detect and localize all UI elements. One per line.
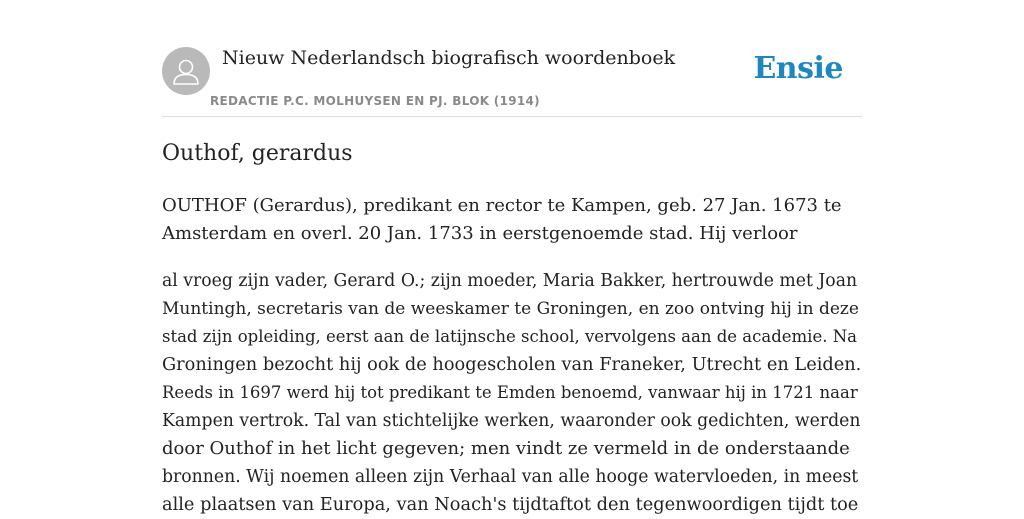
source-title[interactable]: Nieuw Nederlandsch biografisch woordenboek <box>222 47 676 69</box>
paragraph-line: bronnen. Wij noemen alleen zijn Verhaal van alle hooge watervloeden, in meest <box>162 467 859 487</box>
user-icon <box>162 47 210 95</box>
paragraph-line: OUTHOF (Gerardus), predikant en rector te Kampen, geb. 27 Jan. 1673 te <box>162 195 842 216</box>
source-editors: REDACTIE P.C. MOLHUYSEN EN PJ. BLOK (1914) <box>210 94 540 108</box>
paragraph-line: Muntingh, secretaris van de weeskamer te Groningen, en zoo ontving hij in deze <box>162 299 859 319</box>
page <box>162 0 862 515</box>
paragraph-line: Amsterdam en overl. 20 Jan. 1733 in eerstgenoemde stad. Hij verloor <box>162 223 798 244</box>
avatar[interactable] <box>162 47 210 95</box>
paragraph-line: Groningen bezocht hij ook de hoogescholen van Franeker, Utrecht en Leiden. <box>162 355 862 375</box>
paragraph-line: al vroeg zijn vader, Gerard O.; zijn moeder, Maria Bakker, hertrouwde met Joan <box>162 271 858 291</box>
article-paragraph-2 <box>162 267 862 519</box>
article-paragraph-1 <box>162 192 862 248</box>
paragraph-line: stad zijn opleiding, eerst aan de latijnsche school, vervolgens aan de academie. Na <box>162 327 857 346</box>
brand-logo[interactable]: Ensie <box>753 51 843 86</box>
paragraph-line: Kampen vertrok. Tal van stichtelijke werken, waaronder ook gedichten, werden <box>162 411 861 431</box>
source-header <box>162 0 862 117</box>
paragraph-line: door Outhof in het licht gegeven; men vindt ze vermeld in de onderstaande <box>162 438 850 459</box>
page-title: Outhof, gerardus <box>162 141 353 166</box>
paragraph-line: alle plaatsen van Europa, van Noach's tijdtaftot den tegenwoordigen tijdt toe <box>162 495 859 515</box>
paragraph-line: Reeds in 1697 werd hij tot predikant te Emden benoemd, vanwaar hij in 1721 naar <box>162 383 858 402</box>
